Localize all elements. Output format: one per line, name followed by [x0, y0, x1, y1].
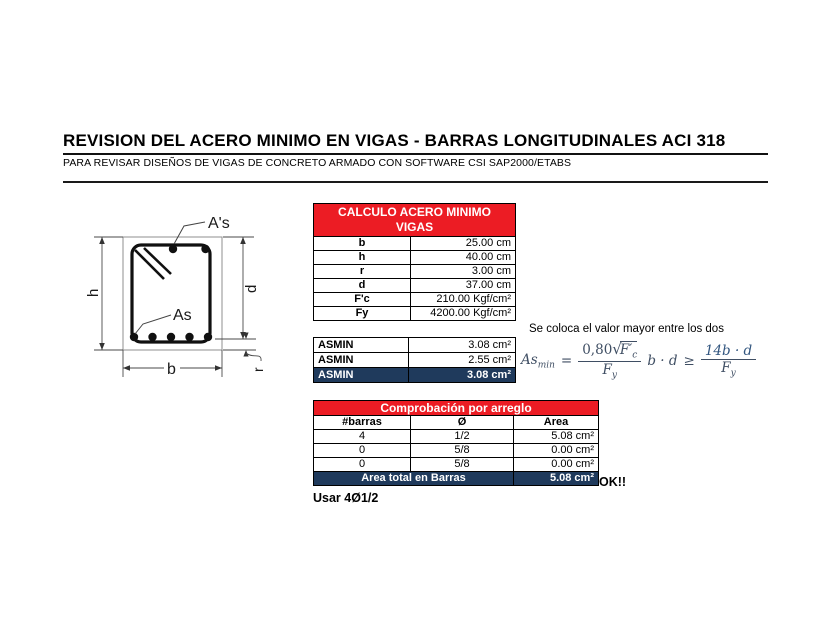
- formula-fraction-2: [701, 343, 756, 380]
- header-divider: [63, 181, 768, 183]
- table-row: [314, 338, 516, 353]
- asmin-label: ASMIN: [314, 353, 409, 368]
- table-header-row: [314, 416, 599, 430]
- denominator-1: $F_y$: [602, 362, 618, 382]
- top-rebar-dot: [169, 245, 177, 253]
- comprobacion-table: [313, 400, 599, 486]
- beam-section-diagram: [60, 193, 310, 403]
- dim-arrow: [99, 237, 105, 244]
- formula-fraction-1: [578, 340, 641, 382]
- top-rebar-dot: [201, 245, 209, 253]
- table-row: [314, 458, 599, 472]
- geq-sign: ≥: [683, 352, 695, 369]
- cell-barras: 0: [314, 444, 411, 458]
- param-value: 37.00 cm: [411, 279, 516, 293]
- param-label: h: [314, 251, 411, 265]
- asmin-value: 3.08 cm²: [409, 338, 516, 353]
- table-row: [314, 293, 516, 307]
- calc-table-title-line2: VIGAS: [395, 220, 434, 234]
- bottom-rebar-dot: [167, 333, 175, 341]
- table-row-highlighted: [314, 368, 516, 383]
- radicand: $F'_c$: [619, 342, 638, 361]
- dim-arrow: [99, 343, 105, 350]
- cell-area: 5.08 cm²: [514, 430, 599, 444]
- param-label: d: [314, 279, 411, 293]
- asmin-table: [313, 337, 516, 383]
- dim-arrow: [215, 365, 222, 371]
- cell-diametro: 1/2: [411, 430, 514, 444]
- col-header-area: Area: [514, 416, 599, 430]
- comp-table-title: Comprobación por arreglo: [314, 401, 599, 416]
- formula-lhs: $As_{min}$: [521, 351, 555, 371]
- radical-sign: √: [612, 340, 622, 358]
- calc-table: [313, 203, 516, 321]
- asmin-value: 2.55 cm²: [409, 353, 516, 368]
- param-label: r: [314, 265, 411, 279]
- dim-h-label: h: [85, 288, 102, 297]
- total-label: Area total en Barras: [314, 472, 514, 486]
- table-row: [314, 265, 516, 279]
- bottom-rebar-dot: [204, 333, 212, 341]
- table-row: [314, 307, 516, 321]
- param-value: 40.00 cm: [411, 251, 516, 265]
- param-value: 4200.00 Kgf/cm²: [411, 307, 516, 321]
- table-row: [314, 444, 599, 458]
- param-label: Fy: [314, 307, 411, 321]
- numerator-2: 14b · d: [701, 343, 756, 360]
- dim-b-label: b: [167, 361, 176, 378]
- cell-area: 0.00 cm²: [514, 458, 599, 472]
- col-header-diametro: Ø: [411, 416, 514, 430]
- asmin-label: ASMIN: [314, 368, 409, 383]
- cell-diametro: 5/8: [411, 444, 514, 458]
- asmin-label: ASMIN: [314, 338, 409, 353]
- note-text: Se coloca el valor mayor entre los dos: [529, 323, 724, 335]
- cell-barras: 0: [314, 458, 411, 472]
- calc-table-title: [314, 204, 516, 237]
- dim-r-label: r: [250, 367, 266, 372]
- equals-sign: =: [560, 352, 573, 369]
- top-steel-label: A's: [208, 215, 230, 232]
- cell-area: 0.00 cm²: [514, 444, 599, 458]
- calc-table-title-line1: CALCULO ACERO MINIMO: [338, 205, 491, 219]
- document-header: [63, 131, 768, 183]
- col-header-barras: #barras: [314, 416, 411, 430]
- page-title: REVISION DEL ACERO MINIMO EN VIGAS - BARRAS LONGITUDINALES ACI 318: [63, 131, 768, 155]
- asmin-formula: [521, 340, 756, 382]
- param-label: b: [314, 237, 411, 251]
- dim-arrow: [240, 237, 246, 244]
- table-footer-row: [314, 472, 599, 486]
- dim-d-label: d: [243, 284, 260, 293]
- table-row: [314, 237, 516, 251]
- denominator-2: $F_y$: [721, 359, 736, 379]
- asmin-value: 3.08 cm²: [409, 368, 516, 383]
- table-row: [314, 430, 599, 444]
- table-row: [314, 251, 516, 265]
- cell-barras: 4: [314, 430, 411, 444]
- param-value: 210.00 Kgf/cm²: [411, 293, 516, 307]
- dim-r-leader: [246, 353, 261, 361]
- bottom-rebar-dot: [148, 333, 156, 341]
- bottom-rebar-dot: [130, 333, 138, 341]
- bottom-steel-label: As: [173, 307, 192, 324]
- table-row: [314, 279, 516, 293]
- table-row: [314, 353, 516, 368]
- cell-diametro: 5/8: [411, 458, 514, 472]
- param-label: F'c: [314, 293, 411, 307]
- dim-arrow: [123, 365, 130, 371]
- conclusion-text: Usar 4Ø1/2: [313, 491, 379, 505]
- param-value: 3.00 cm: [411, 265, 516, 279]
- formula-coefficient: 0,80: [582, 342, 613, 358]
- total-value: 5.08 cm²: [514, 472, 599, 486]
- formula-bd: b · d: [647, 352, 678, 369]
- status-ok: OK!!: [599, 475, 627, 489]
- page-subtitle: PARA REVISAR DISEÑOS DE VIGAS DE CONCRETO ARMADO CON SOFTWARE CSI SAP2000/ETABS: [63, 157, 572, 169]
- bottom-rebar-dot: [185, 333, 193, 341]
- param-value: 25.00 cm: [411, 237, 516, 251]
